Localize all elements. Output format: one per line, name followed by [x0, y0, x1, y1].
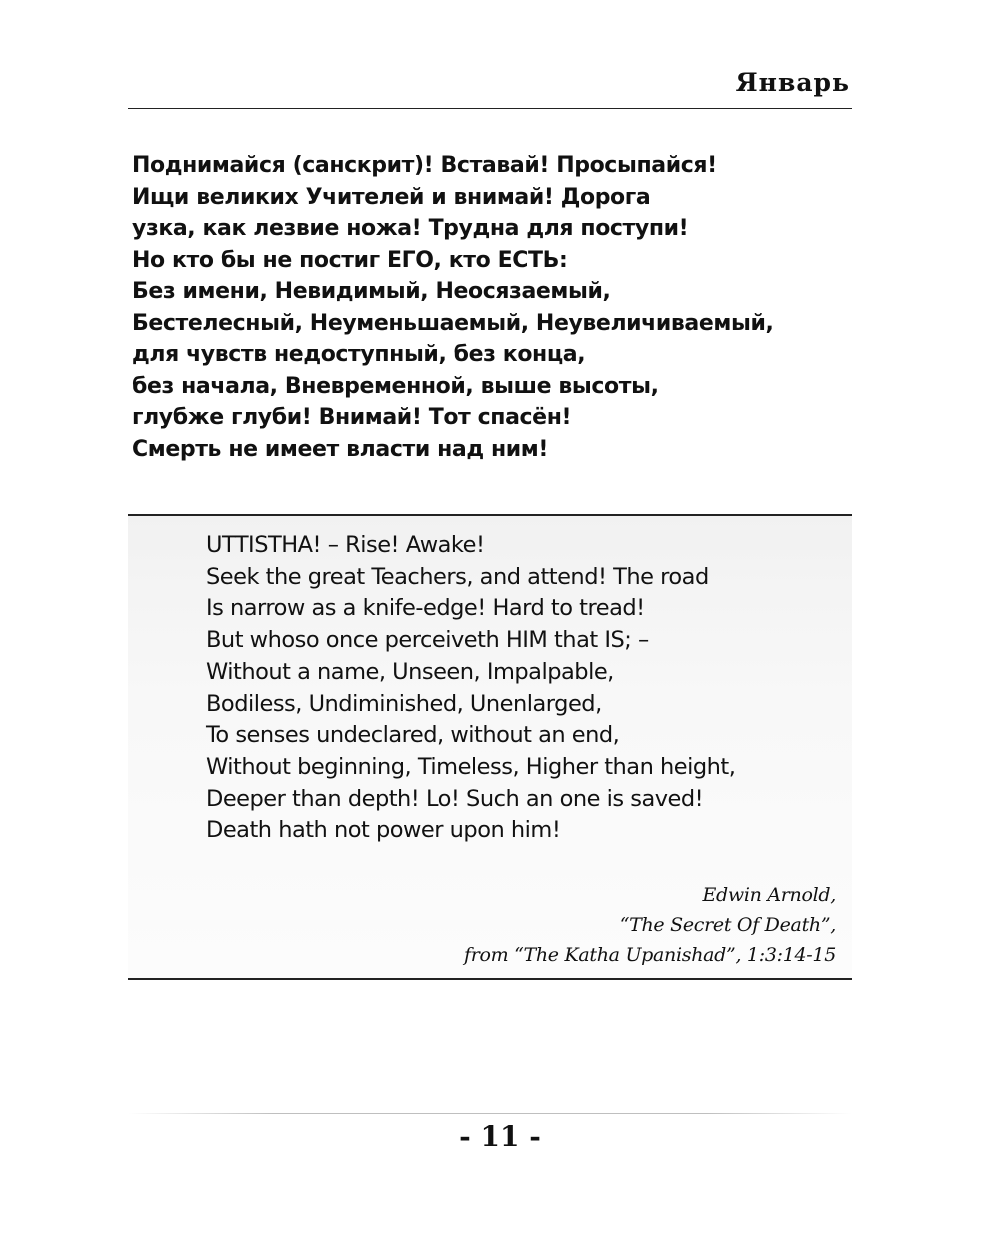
attribution-author: Edwin Arnold,	[702, 884, 836, 906]
russian-poem-line: узка, как лезвие ножа! Трудна для поступи!	[132, 216, 689, 241]
russian-poem-line: Ищи великих Учителей и внимай! Дорога	[132, 184, 651, 210]
english-poem-line: But whoso once perceiveth HIM that IS; –	[206, 627, 649, 654]
english-poem	[206, 530, 846, 847]
russian-poem	[132, 150, 852, 465]
russian-poem-line: без начала, Вневременной, выше высоты,	[132, 373, 659, 399]
russian-poem-line: Но кто бы не постиг ЕГО, кто ЕСТЬ:	[132, 247, 568, 273]
russian-poem-line: для чувств недоступный, без конца,	[132, 342, 586, 367]
english-poem-line: Without beginning, Timeless, Higher than height,	[206, 753, 736, 780]
russian-poem-line: Без имени, Невидимый, Неосязаемый,	[132, 279, 611, 304]
russian-poem-line: Поднимайся (санскрит)! Вставай! Просыпайся!	[132, 153, 717, 178]
russian-poem-line: глубже глуби! Внимай! Тот спасён!	[132, 405, 572, 430]
quote-box-top-rule	[128, 514, 852, 516]
quote-box-bottom-rule	[128, 978, 852, 980]
attribution-work: “The Secret Of Death”,	[619, 914, 836, 936]
english-poem-line: Deeper than depth! Lo! Such an one is saved!	[206, 785, 704, 812]
footer-rule	[128, 1113, 852, 1114]
page-number: - 11 -	[459, 1120, 541, 1153]
running-title: Январь	[735, 68, 850, 97]
header-rule	[128, 108, 852, 109]
attribution	[464, 880, 836, 970]
russian-poem-line: Смерть не имеет власти над ним!	[132, 436, 548, 462]
english-poem-line: Without a name, Unseen, Impalpable,	[206, 658, 614, 685]
russian-poem-line: Бестелесный, Неуменьшаемый, Неувеличиваемый,	[132, 310, 774, 336]
english-poem-line: Seek the great Teachers, and attend! The road	[206, 563, 709, 590]
english-poem-line: Bodiless, Undiminished, Unenlarged,	[206, 690, 602, 717]
attribution-source: from “The Katha Upanishad”, 1:3:14-15	[463, 944, 836, 966]
english-poem-line: Is narrow as a knife-edge! Hard to tread!	[206, 595, 645, 622]
english-poem-line: Death hath not power upon him!	[206, 817, 561, 844]
english-poem-line: To senses undeclared, without an end,	[206, 722, 620, 749]
english-poem-line: UTTISTHA! – Rise! Awake!	[206, 532, 485, 558]
